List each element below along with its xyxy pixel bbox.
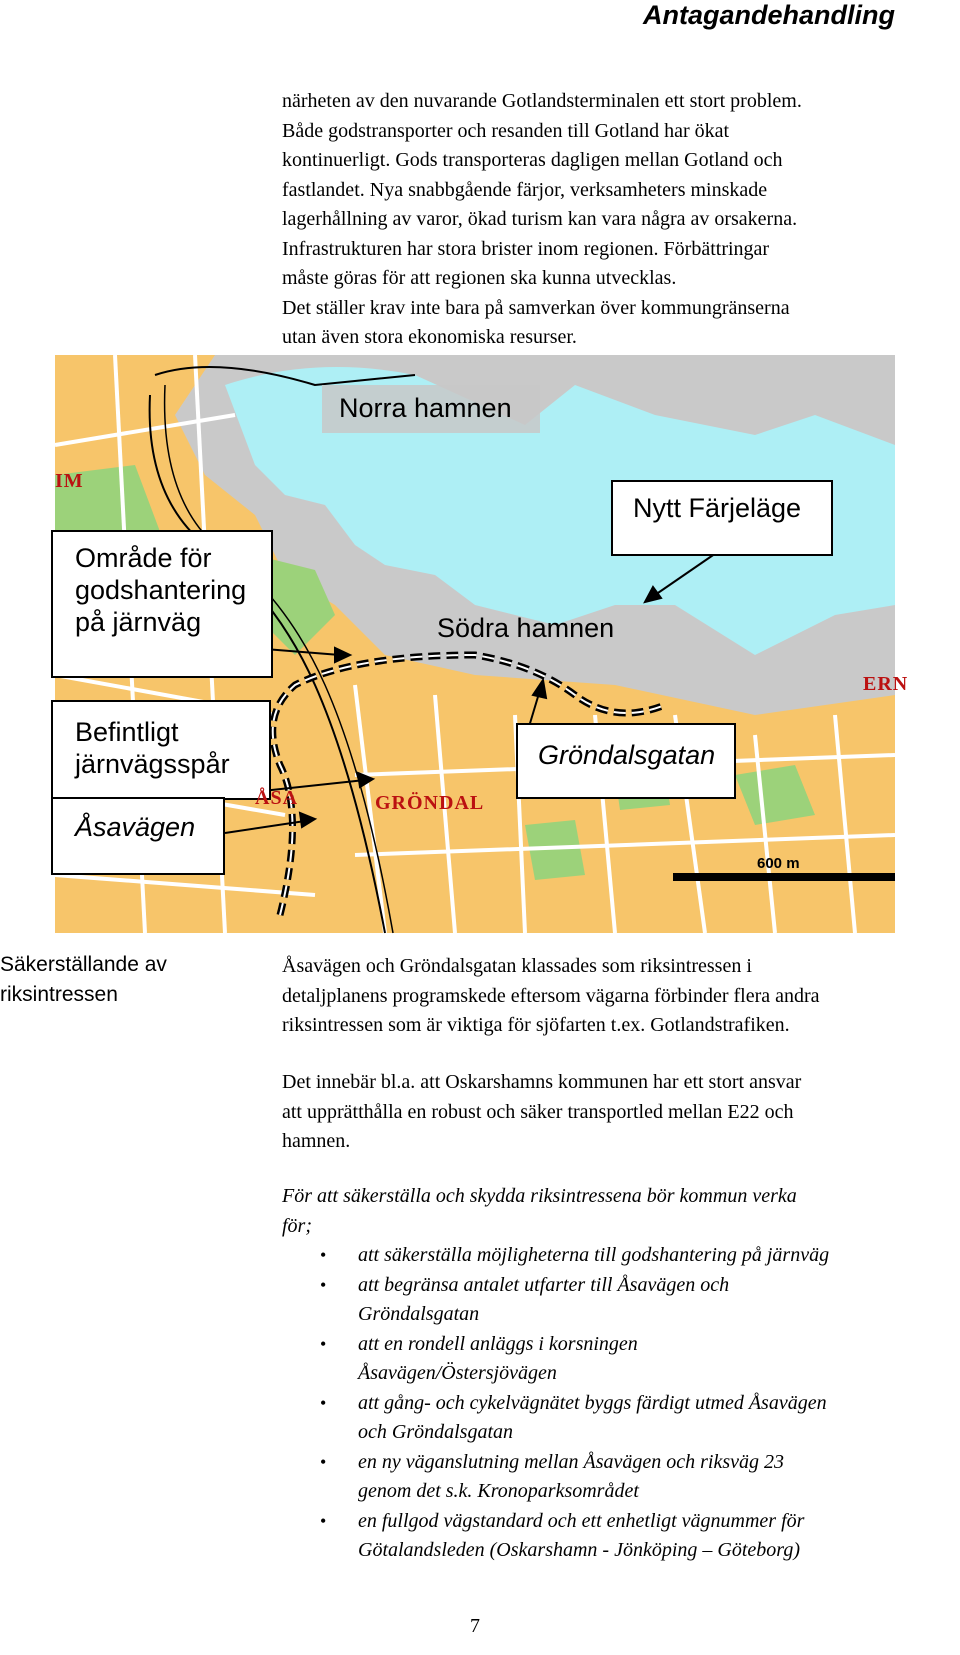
list-item: • att säkerställa möjligheterna till godshantering på järnväg bbox=[282, 1241, 952, 1271]
text-line: Både godstransporter och resanden till Gotland har ökat bbox=[282, 119, 730, 142]
lead-paragraph bbox=[282, 1182, 942, 1241]
text-line: måste göras för att regionen ska kunna utvecklas. bbox=[282, 267, 677, 289]
callout-text: Gröndalsgatan bbox=[538, 740, 716, 770]
callout-text: Område för bbox=[75, 543, 212, 573]
text-line: För att säkerställa och skydda riksintressena bör kommun verka bbox=[282, 1185, 797, 1207]
text-line: närheten av den nuvarande Gotlandsterminalen ett stort problem. bbox=[282, 90, 802, 112]
nytt-farjelage-callout bbox=[611, 480, 833, 556]
place-grondal: GRÖNDAL bbox=[375, 792, 485, 814]
harbor-map bbox=[55, 355, 909, 933]
place-im: IM bbox=[55, 470, 84, 492]
document-header: Antagandehandling bbox=[643, 0, 895, 30]
callout-text: Nytt Färjeläge bbox=[633, 493, 802, 523]
text-line: Det ställer krav inte bara på samverkan över kommungränserna bbox=[282, 296, 790, 319]
text-line: Infrastrukturen har stora brister inom regionen. Förbättringar bbox=[282, 237, 770, 260]
omrade-callout bbox=[51, 530, 273, 678]
intro-paragraph bbox=[282, 87, 942, 353]
callout-text: godshantering bbox=[75, 575, 247, 605]
section-label-line: Säkerställande av bbox=[0, 953, 167, 976]
text-line: lagerhållning av varor, ökad turism kan vara några av orsakerna. bbox=[282, 208, 798, 230]
grondalsgatan-callout bbox=[516, 723, 736, 799]
section-label-line: riksintressen bbox=[0, 983, 118, 1006]
callout-text: Åsavägen bbox=[75, 812, 196, 842]
bullet-list bbox=[282, 1241, 952, 1566]
list-item: • att en rondell anläggs i korsningen Åsavägen/Östersjövägen bbox=[282, 1330, 952, 1389]
place-ern: ERN bbox=[863, 673, 909, 695]
place-asa: ÅSA bbox=[255, 787, 299, 809]
text-line: hamnen. bbox=[282, 1130, 351, 1152]
text-line: Åsavägen och Gröndalsgatan klassades som riksintressen i bbox=[282, 955, 752, 977]
list-item: • en fullgod vägstandard och ett enhetligt vägnummer för Götalandsleden (Oskarshamn - Jönköping – Göteborg) bbox=[282, 1507, 952, 1566]
callout-text: järnvägsspår bbox=[75, 749, 230, 779]
text-line: fastlandet. Nya snabbgående färjor, verksamheters minskade bbox=[282, 178, 768, 201]
list-item: • en ny väganslutning mellan Åsavägen och riksväg 23 genom det s.k. Kronoparksområdet bbox=[282, 1448, 952, 1507]
callout-text: på järnväg bbox=[75, 607, 202, 637]
befintligt-callout bbox=[51, 700, 271, 800]
callout-text: Befintligt bbox=[75, 717, 179, 747]
scale-label: 600 m bbox=[757, 855, 800, 872]
text-line: Det innebär bl.a. att Oskarshamns kommunen har ett stort ansvar bbox=[282, 1071, 802, 1093]
section-label bbox=[0, 950, 230, 1010]
asavagen-callout bbox=[51, 797, 225, 875]
text-line: att upprätthålla en robust och säker transportled mellan E22 och bbox=[282, 1100, 794, 1123]
sodra-hamnen-label: Södra hamnen bbox=[437, 613, 615, 643]
list-item: • att gång- och cykelvägnätet byggs färdigt utmed Åsavägen och Gröndalsgatan bbox=[282, 1389, 952, 1448]
innebar-paragraph bbox=[282, 1068, 942, 1157]
text-line: riksintressen som är viktiga för sjöfarten t.ex. Gotlandstrafiken. bbox=[282, 1014, 790, 1036]
riksintresse-paragraph bbox=[282, 952, 942, 1041]
norra-hamnen-label: Norra hamnen bbox=[339, 393, 512, 423]
text-line: för; bbox=[282, 1214, 312, 1237]
list-item: • att begränsa antalet utfarter till Åsavägen och Gröndalsgatan bbox=[282, 1271, 952, 1330]
page-number: 7 bbox=[470, 1615, 480, 1637]
text-line: detaljplanens programskede eftersom vägarna förbinder flera andra bbox=[282, 984, 820, 1007]
text-line: utan även stora ekonomiska resurser. bbox=[282, 326, 577, 348]
text-line: kontinuerligt. Gods transporteras dagligen mellan Gotland och bbox=[282, 149, 783, 171]
